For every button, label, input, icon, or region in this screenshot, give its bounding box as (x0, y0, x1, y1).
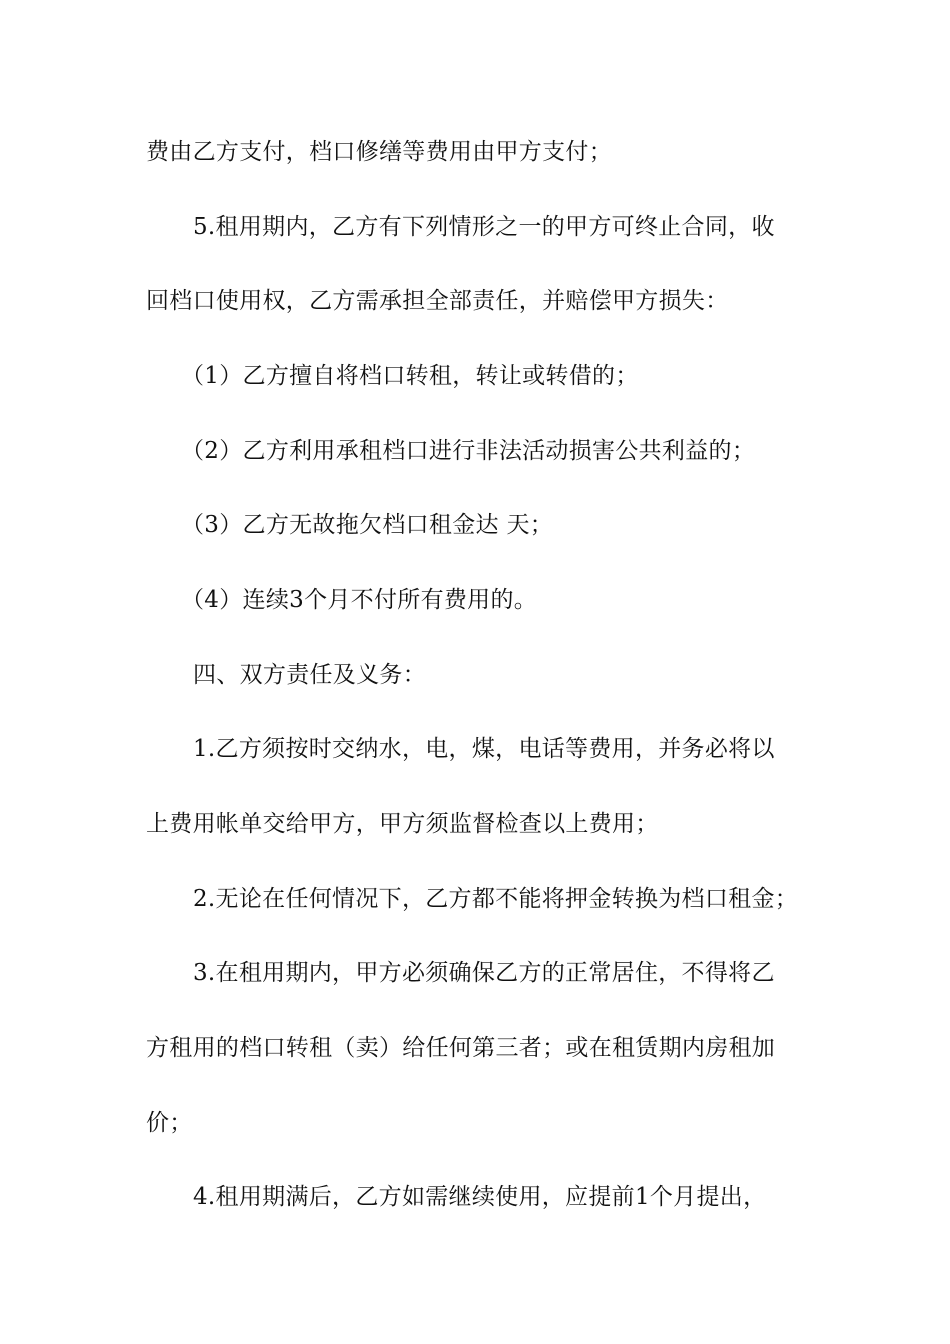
text-line: 4.租用期满后，乙方如需继续使用，应提前1个月提出， (193, 1184, 767, 1210)
text-line: 回档口使用权，乙方需承担全部责任，并赔偿甲方损失： (146, 288, 729, 314)
text-line: 费由乙方支付，档口修缮等费用由甲方支付； (146, 139, 612, 165)
text-line: 上费用帐单交给甲方，甲方须监督检查以上费用； (146, 811, 659, 837)
text-line: 5.租用期内，乙方有下列情形之一的甲方可终止合同，收 (193, 214, 775, 240)
section-heading: 四、双方责任及义务： (193, 662, 426, 688)
text-line: （3）乙方无故拖欠档口租金达 天； (181, 512, 554, 538)
text-line: （2）乙方利用承租档口进行非法活动损害公共利益的； (181, 438, 756, 464)
text-line: 1.乙方须按时交纳水，电，煤，电话等费用，并务必将以 (193, 736, 775, 762)
text-line: （1）乙方擅自将档口转租，转让或转借的； (181, 363, 639, 389)
text-line: 价； (146, 1110, 193, 1136)
text-line: 2.无论在任何情况下，乙方都不能将押金转换为档口租金； (193, 886, 799, 912)
text-line: 方租用的档口转租（卖）给任何第三者；或在租赁期内房租加 (146, 1035, 776, 1061)
text-line: 3.在租用期内，甲方必须确保乙方的正常居住，不得将乙 (193, 960, 775, 986)
text-line: （4）连续3个月不付所有费用的。 (181, 587, 538, 613)
